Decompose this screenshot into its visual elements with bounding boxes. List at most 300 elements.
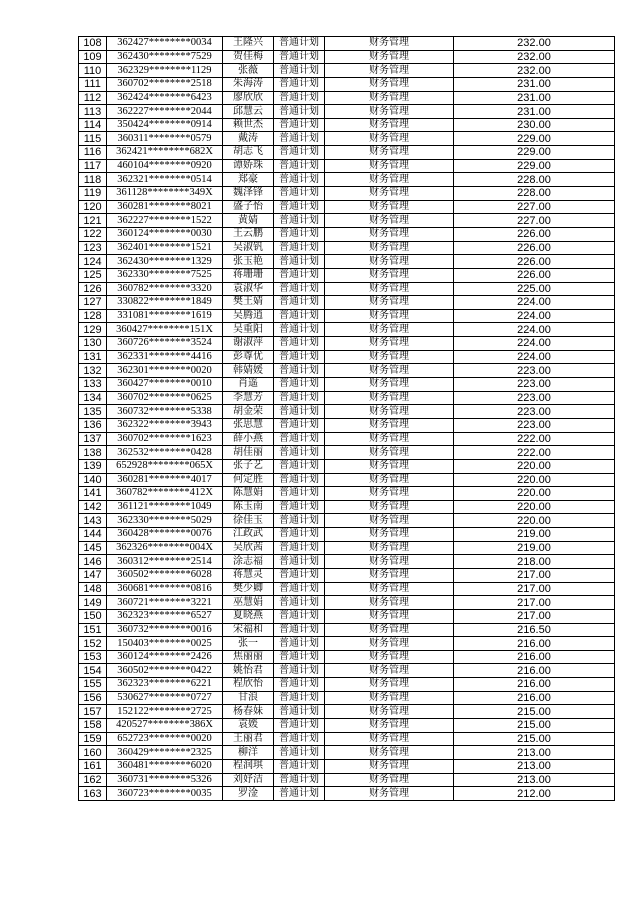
score-cell: 213.00 [454, 746, 615, 760]
score-cell: 216.00 [454, 691, 615, 705]
student-name-cell: 张子艺 [223, 459, 274, 473]
plan-type-cell: 普通计划 [274, 64, 325, 78]
plan-type-cell: 普通计划 [274, 337, 325, 351]
plan-type-cell: 普通计划 [274, 732, 325, 746]
id-number-cell: 360723********0035 [107, 787, 223, 801]
table-row [79, 555, 615, 569]
row-number-cell: 119 [79, 187, 107, 201]
student-name-cell: 郑豪 [223, 173, 274, 187]
score-cell: 212.00 [454, 787, 615, 801]
student-name-cell: 姚怡君 [223, 664, 274, 678]
student-name-cell: 谢淑萍 [223, 337, 274, 351]
score-cell: 219.00 [454, 541, 615, 555]
row-number-cell: 117 [79, 159, 107, 173]
table-row [79, 391, 615, 405]
student-name-cell: 张思慧 [223, 418, 274, 432]
student-name-cell: 张玉艳 [223, 255, 274, 269]
major-cell: 财务管理 [325, 596, 454, 610]
plan-type-cell: 普通计划 [274, 50, 325, 64]
score-cell: 227.00 [454, 200, 615, 214]
id-number-cell: 330822********1849 [107, 296, 223, 310]
row-number-cell: 140 [79, 473, 107, 487]
row-number-cell: 136 [79, 418, 107, 432]
student-name-cell: 刘妤洁 [223, 773, 274, 787]
plan-type-cell: 普通计划 [274, 555, 325, 569]
score-cell: 215.00 [454, 705, 615, 719]
score-cell: 216.00 [454, 650, 615, 664]
student-name-cell: 魏泽锋 [223, 187, 274, 201]
plan-type-cell: 普通计划 [274, 678, 325, 692]
major-cell: 财务管理 [325, 378, 454, 392]
student-name-cell: 贺佳梅 [223, 50, 274, 64]
score-cell: 220.00 [454, 514, 615, 528]
id-number-cell: 362323********6527 [107, 609, 223, 623]
id-number-cell: 361121********1049 [107, 500, 223, 514]
plan-type-cell: 普通计划 [274, 118, 325, 132]
score-cell: 224.00 [454, 350, 615, 364]
row-number-cell: 122 [79, 227, 107, 241]
id-number-cell: 360732********0016 [107, 623, 223, 637]
row-number-cell: 143 [79, 514, 107, 528]
score-cell: 223.00 [454, 378, 615, 392]
row-number-cell: 128 [79, 309, 107, 323]
plan-type-cell: 普通计划 [274, 719, 325, 733]
id-number-cell: 362430********1329 [107, 255, 223, 269]
score-cell: 229.00 [454, 159, 615, 173]
score-cell: 227.00 [454, 214, 615, 228]
student-name-cell: 柳洋 [223, 746, 274, 760]
plan-type-cell: 普通计划 [274, 514, 325, 528]
plan-type-cell: 普通计划 [274, 159, 325, 173]
major-cell: 财务管理 [325, 173, 454, 187]
student-name-cell: 黄婧 [223, 214, 274, 228]
plan-type-cell: 普通计划 [274, 200, 325, 214]
score-cell: 217.00 [454, 609, 615, 623]
plan-type-cell: 普通计划 [274, 268, 325, 282]
table-row [79, 118, 615, 132]
score-cell: 224.00 [454, 337, 615, 351]
plan-type-cell: 普通计划 [274, 227, 325, 241]
table-row [79, 773, 615, 787]
student-name-cell: 陈玉南 [223, 500, 274, 514]
major-cell: 财务管理 [325, 746, 454, 760]
id-number-cell: 652723********0020 [107, 732, 223, 746]
plan-type-cell: 普通计划 [274, 691, 325, 705]
id-number-cell: 360481********6020 [107, 759, 223, 773]
plan-type-cell: 普通计划 [274, 528, 325, 542]
table-row [79, 446, 615, 460]
major-cell: 财务管理 [325, 568, 454, 582]
student-name-cell: 谭娇珠 [223, 159, 274, 173]
student-name-cell: 徐佳玉 [223, 514, 274, 528]
score-cell: 225.00 [454, 282, 615, 296]
plan-type-cell: 普通计划 [274, 446, 325, 460]
row-number-cell: 111 [79, 77, 107, 91]
table-body [79, 37, 615, 801]
id-number-cell: 460104********0920 [107, 159, 223, 173]
row-number-cell: 121 [79, 214, 107, 228]
major-cell: 财务管理 [325, 77, 454, 91]
plan-type-cell: 普通计划 [274, 582, 325, 596]
student-name-cell: 杨春妹 [223, 705, 274, 719]
student-name-cell: 廖欣欣 [223, 91, 274, 105]
major-cell: 财务管理 [325, 132, 454, 146]
major-cell: 财务管理 [325, 514, 454, 528]
id-number-cell: 360731********5326 [107, 773, 223, 787]
score-cell: 216.00 [454, 678, 615, 692]
id-number-cell: 360721********3221 [107, 596, 223, 610]
student-name-cell: 焦丽丽 [223, 650, 274, 664]
score-cell: 215.00 [454, 719, 615, 733]
plan-type-cell: 普通计划 [274, 500, 325, 514]
table-row [79, 255, 615, 269]
id-number-cell: 360281********8021 [107, 200, 223, 214]
row-number-cell: 148 [79, 582, 107, 596]
score-cell: 231.00 [454, 77, 615, 91]
student-name-cell: 甘浪 [223, 691, 274, 705]
id-number-cell: 360702********1623 [107, 432, 223, 446]
row-number-cell: 144 [79, 528, 107, 542]
student-name-cell: 涂志福 [223, 555, 274, 569]
row-number-cell: 158 [79, 719, 107, 733]
row-number-cell: 114 [79, 118, 107, 132]
plan-type-cell: 普通计划 [274, 282, 325, 296]
row-number-cell: 139 [79, 459, 107, 473]
plan-type-cell: 普通计划 [274, 650, 325, 664]
row-number-cell: 132 [79, 364, 107, 378]
plan-type-cell: 普通计划 [274, 773, 325, 787]
major-cell: 财务管理 [325, 664, 454, 678]
student-name-cell: 盛子怡 [223, 200, 274, 214]
id-number-cell: 362330********7525 [107, 268, 223, 282]
table-row [79, 787, 615, 801]
plan-type-cell: 普通计划 [274, 323, 325, 337]
id-number-cell: 360281********4017 [107, 473, 223, 487]
row-number-cell: 152 [79, 637, 107, 651]
plan-type-cell: 普通计划 [274, 255, 325, 269]
table-row [79, 309, 615, 323]
id-number-cell: 360782********3320 [107, 282, 223, 296]
major-cell: 财务管理 [325, 473, 454, 487]
major-cell: 财务管理 [325, 691, 454, 705]
table-row [79, 132, 615, 146]
score-cell: 216.00 [454, 664, 615, 678]
major-cell: 财务管理 [325, 296, 454, 310]
student-name-cell: 张薇 [223, 64, 274, 78]
major-cell: 财务管理 [325, 187, 454, 201]
table-row [79, 650, 615, 664]
plan-type-cell: 普通计划 [274, 473, 325, 487]
row-number-cell: 137 [79, 432, 107, 446]
student-name-cell: 袁媛 [223, 719, 274, 733]
table-row [79, 473, 615, 487]
row-number-cell: 129 [79, 323, 107, 337]
student-name-cell: 樊少卿 [223, 582, 274, 596]
id-number-cell: 362322********3943 [107, 418, 223, 432]
id-number-cell: 360427********0010 [107, 378, 223, 392]
plan-type-cell: 普通计划 [274, 91, 325, 105]
admission-list-table [78, 36, 615, 801]
score-cell: 232.00 [454, 37, 615, 51]
table-row [79, 418, 615, 432]
id-number-cell: 362331********4416 [107, 350, 223, 364]
major-cell: 财务管理 [325, 105, 454, 119]
student-name-cell: 赖世杰 [223, 118, 274, 132]
major-cell: 财务管理 [325, 773, 454, 787]
id-number-cell: 362424********6423 [107, 91, 223, 105]
score-cell: 220.00 [454, 459, 615, 473]
plan-type-cell: 普通计划 [274, 664, 325, 678]
major-cell: 财务管理 [325, 337, 454, 351]
id-number-cell: 360427********151X [107, 323, 223, 337]
plan-type-cell: 普通计划 [274, 173, 325, 187]
table-row [79, 282, 615, 296]
table-row [79, 378, 615, 392]
major-cell: 财务管理 [325, 50, 454, 64]
row-number-cell: 112 [79, 91, 107, 105]
row-number-cell: 155 [79, 678, 107, 692]
table-row [79, 214, 615, 228]
row-number-cell: 159 [79, 732, 107, 746]
student-name-cell: 何定胜 [223, 473, 274, 487]
row-number-cell: 123 [79, 241, 107, 255]
score-cell: 224.00 [454, 296, 615, 310]
row-number-cell: 163 [79, 787, 107, 801]
plan-type-cell: 普通计划 [274, 364, 325, 378]
row-number-cell: 127 [79, 296, 107, 310]
plan-type-cell: 普通计划 [274, 609, 325, 623]
table-row [79, 678, 615, 692]
plan-type-cell: 普通计划 [274, 309, 325, 323]
row-number-cell: 118 [79, 173, 107, 187]
student-name-cell: 张一 [223, 637, 274, 651]
plan-type-cell: 普通计划 [274, 350, 325, 364]
id-number-cell: 362227********2044 [107, 105, 223, 119]
id-number-cell: 362301********0020 [107, 364, 223, 378]
student-name-cell: 王丽君 [223, 732, 274, 746]
plan-type-cell: 普通计划 [274, 378, 325, 392]
table-row [79, 568, 615, 582]
row-number-cell: 154 [79, 664, 107, 678]
table-row [79, 487, 615, 501]
student-name-cell: 袁淑华 [223, 282, 274, 296]
major-cell: 财务管理 [325, 418, 454, 432]
score-cell: 213.00 [454, 759, 615, 773]
major-cell: 财务管理 [325, 678, 454, 692]
row-number-cell: 116 [79, 146, 107, 160]
table-row [79, 241, 615, 255]
row-number-cell: 149 [79, 596, 107, 610]
table-row [79, 323, 615, 337]
student-name-cell: 王隆兴 [223, 37, 274, 51]
table-row [79, 500, 615, 514]
major-cell: 财务管理 [325, 227, 454, 241]
id-number-cell: 360782********412X [107, 487, 223, 501]
table-row [79, 364, 615, 378]
score-cell: 224.00 [454, 323, 615, 337]
row-number-cell: 150 [79, 609, 107, 623]
table-row [79, 732, 615, 746]
id-number-cell: 150403********0025 [107, 637, 223, 651]
major-cell: 财务管理 [325, 91, 454, 105]
plan-type-cell: 普通计划 [274, 77, 325, 91]
major-cell: 财务管理 [325, 118, 454, 132]
plan-type-cell: 普通计划 [274, 296, 325, 310]
student-name-cell: 李慧芳 [223, 391, 274, 405]
major-cell: 财务管理 [325, 405, 454, 419]
score-cell: 224.00 [454, 309, 615, 323]
major-cell: 财务管理 [325, 623, 454, 637]
plan-type-cell: 普通计划 [274, 391, 325, 405]
row-number-cell: 141 [79, 487, 107, 501]
student-name-cell: 胡佳丽 [223, 446, 274, 460]
major-cell: 财务管理 [325, 555, 454, 569]
student-name-cell: 宋福和 [223, 623, 274, 637]
table-row [79, 37, 615, 51]
id-number-cell: 362401********1521 [107, 241, 223, 255]
student-name-cell: 吴腾逍 [223, 309, 274, 323]
row-number-cell: 142 [79, 500, 107, 514]
major-cell: 财务管理 [325, 146, 454, 160]
score-cell: 223.00 [454, 391, 615, 405]
row-number-cell: 124 [79, 255, 107, 269]
row-number-cell: 120 [79, 200, 107, 214]
major-cell: 财务管理 [325, 637, 454, 651]
row-number-cell: 151 [79, 623, 107, 637]
row-number-cell: 108 [79, 37, 107, 51]
plan-type-cell: 普通计划 [274, 568, 325, 582]
table-row [79, 759, 615, 773]
student-name-cell: 陈慧娟 [223, 487, 274, 501]
student-name-cell: 韩婧媛 [223, 364, 274, 378]
row-number-cell: 133 [79, 378, 107, 392]
student-name-cell: 夏晓燕 [223, 609, 274, 623]
score-cell: 216.00 [454, 637, 615, 651]
major-cell: 财务管理 [325, 541, 454, 555]
table-row [79, 582, 615, 596]
table-row [79, 405, 615, 419]
table-row [79, 459, 615, 473]
table-row [79, 77, 615, 91]
score-cell: 216.50 [454, 623, 615, 637]
id-number-cell: 360502********0422 [107, 664, 223, 678]
score-cell: 226.00 [454, 241, 615, 255]
table-row [79, 227, 615, 241]
student-name-cell: 彭尊优 [223, 350, 274, 364]
major-cell: 财务管理 [325, 64, 454, 78]
table-row [79, 105, 615, 119]
table-row [79, 719, 615, 733]
major-cell: 财务管理 [325, 241, 454, 255]
table-row [79, 50, 615, 64]
table-row [79, 159, 615, 173]
score-cell: 230.00 [454, 118, 615, 132]
id-number-cell: 360702********2518 [107, 77, 223, 91]
score-cell: 213.00 [454, 773, 615, 787]
major-cell: 财务管理 [325, 787, 454, 801]
id-number-cell: 362227********1522 [107, 214, 223, 228]
score-cell: 226.00 [454, 227, 615, 241]
table-row [79, 337, 615, 351]
table-row [79, 609, 615, 623]
score-cell: 222.00 [454, 446, 615, 460]
score-cell: 223.00 [454, 405, 615, 419]
student-name-cell: 邱慧云 [223, 105, 274, 119]
student-name-cell: 胡金荣 [223, 405, 274, 419]
plan-type-cell: 普通计划 [274, 459, 325, 473]
row-number-cell: 135 [79, 405, 107, 419]
id-number-cell: 360726********3524 [107, 337, 223, 351]
table-row [79, 91, 615, 105]
row-number-cell: 145 [79, 541, 107, 555]
table-row [79, 200, 615, 214]
score-cell: 217.00 [454, 568, 615, 582]
row-number-cell: 157 [79, 705, 107, 719]
plan-type-cell: 普通计划 [274, 541, 325, 555]
id-number-cell: 420527********386X [107, 719, 223, 733]
plan-type-cell: 普通计划 [274, 787, 325, 801]
row-number-cell: 134 [79, 391, 107, 405]
score-cell: 217.00 [454, 596, 615, 610]
table-row [79, 432, 615, 446]
row-number-cell: 125 [79, 268, 107, 282]
major-cell: 财务管理 [325, 528, 454, 542]
id-number-cell: 360702********0625 [107, 391, 223, 405]
id-number-cell: 362323********6221 [107, 678, 223, 692]
student-name-cell: 江政武 [223, 528, 274, 542]
row-number-cell: 160 [79, 746, 107, 760]
score-cell: 223.00 [454, 418, 615, 432]
id-number-cell: 360681********0816 [107, 582, 223, 596]
plan-type-cell: 普通计划 [274, 746, 325, 760]
major-cell: 财务管理 [325, 732, 454, 746]
score-cell: 231.00 [454, 91, 615, 105]
plan-type-cell: 普通计划 [274, 418, 325, 432]
plan-type-cell: 普通计划 [274, 623, 325, 637]
major-cell: 财务管理 [325, 705, 454, 719]
score-cell: 223.00 [454, 364, 615, 378]
major-cell: 财务管理 [325, 364, 454, 378]
major-cell: 财务管理 [325, 500, 454, 514]
plan-type-cell: 普通计划 [274, 37, 325, 51]
id-number-cell: 362427********0034 [107, 37, 223, 51]
id-number-cell: 360124********2426 [107, 650, 223, 664]
plan-type-cell: 普通计划 [274, 487, 325, 501]
student-name-cell: 罗淦 [223, 787, 274, 801]
row-number-cell: 153 [79, 650, 107, 664]
id-number-cell: 360502********6028 [107, 568, 223, 582]
score-cell: 232.00 [454, 50, 615, 64]
table-row [79, 637, 615, 651]
plan-type-cell: 普通计划 [274, 432, 325, 446]
row-number-cell: 110 [79, 64, 107, 78]
id-number-cell: 362321********0514 [107, 173, 223, 187]
id-number-cell: 360428********0076 [107, 528, 223, 542]
score-cell: 222.00 [454, 432, 615, 446]
student-name-cell: 朱海涛 [223, 77, 274, 91]
id-number-cell: 360732********5338 [107, 405, 223, 419]
row-number-cell: 115 [79, 132, 107, 146]
table-row [79, 514, 615, 528]
major-cell: 财务管理 [325, 391, 454, 405]
id-number-cell: 360429********2325 [107, 746, 223, 760]
id-number-cell: 331081********1619 [107, 309, 223, 323]
major-cell: 财务管理 [325, 37, 454, 51]
id-number-cell: 362326********004X [107, 541, 223, 555]
major-cell: 财务管理 [325, 719, 454, 733]
score-cell: 219.00 [454, 528, 615, 542]
student-name-cell: 蒋珊珊 [223, 268, 274, 282]
